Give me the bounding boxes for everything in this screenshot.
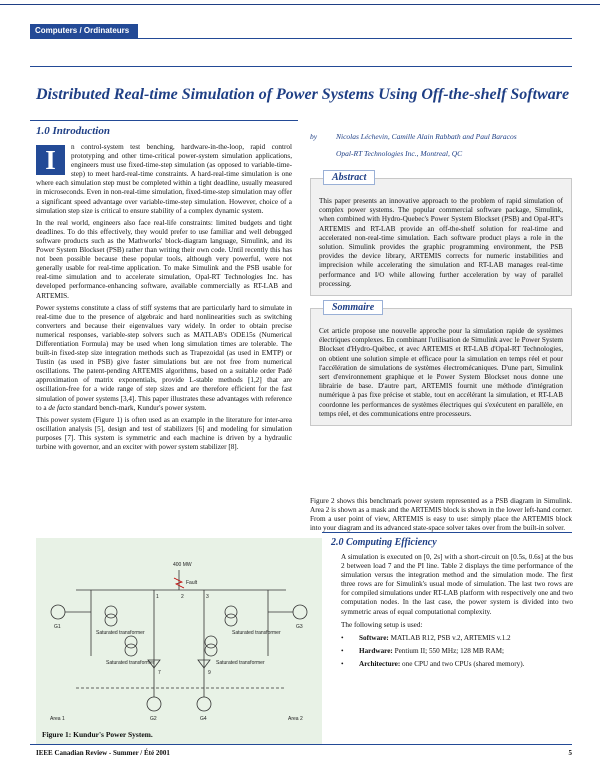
footer <box>36 749 572 757</box>
g2-label: G2 <box>150 716 157 722</box>
abstract-box <box>310 172 572 296</box>
article-title: Distributed Real-time Simulation of Power Systems Using Off-the-shelf Software <box>36 86 570 103</box>
setup-item-label: Architecture: <box>359 659 401 668</box>
load-9-label: 9 <box>208 670 211 676</box>
figure2-paragraph: Figure 2 shows this benchmark power system represented as a PSB diagram in Simulink. Area 2 is shown as a mask and the ARTEMIS block is shown in the lower left-hand corner. From a user point of view, ARTEMIS is easy to use: simply place the ARTEMIS block into your diagram and its advanced state-space solver takes over from the built-in solver. <box>310 497 572 533</box>
affiliation: Opal-RT Technologies Inc., Montreal, QC <box>336 149 463 158</box>
intro-heading: 1.0 Introduction <box>36 125 110 137</box>
generator-3 <box>293 605 307 619</box>
generator-4 <box>197 697 211 711</box>
sat-label-2: Saturated transformer <box>106 660 155 666</box>
byline <box>310 128 580 162</box>
abstract-text: This paper presents an innovative approach to the problem of rapid simulation of complex power systems. The popular commercial software package, Simulink, when combined with Hydro-Quebec's Power System Blockset (PSB) and Opal-RT's ARTEMIS and RT-LAB provide an off-the-shelf solution for real-time and accelerated non-real-time simulation. Each software product plays a role in the solution. Simulink provides the graphic programming environment, the PSB provides the device library, ARTEMIS corrects for numeric instabilities and imprecision while accelerating the simulation and RT-LAB manages real-time performance and I/O while allowing further acceleration by way of parallel processing. <box>319 197 563 288</box>
intro-body <box>36 143 292 455</box>
kundur-diagram <box>36 538 322 728</box>
intro-paragraph-2: In the real world, engineers also face real-life constraints: limited budgets and tight deadlines. To do this effectively, they would prefer to use familiar and well debugged software products such as the Mathworks' block-diagram language, Simulink, and its Power System Blockset (PSB) rather than writing their own code. Until recently this has not been possible because these popular tools, although very powerful, were not generally usable for real-time application. To make Simulink and the PSB usable for real-time simulation and to accelerate simulation, Opal-RT Technologies Inc. has developed performance-enhancing software, available commercially as RT-LAB and ARTEMIS. <box>36 218 292 300</box>
dropcap: I <box>36 145 65 175</box>
intro-paragraph-4: This power system (Figure 1) is often used as an example in the literature for inter-area oscillation analysis [5], design and test of stabilizers [6] and modeling for simulation purposes [7]. This system is symmetric and each machine is driven by a hydraulic turbine with governor, and an exciter with power system stabilizer [8]. <box>36 415 292 451</box>
computing-rule <box>322 532 572 533</box>
bus-3-label: 3 <box>206 594 209 600</box>
intro-paragraph-1 <box>36 143 292 216</box>
figure-1-caption: Figure 1: Kundur's Power System. <box>42 730 153 739</box>
header-rule <box>138 38 572 39</box>
section-tag <box>30 24 138 39</box>
computing-body <box>341 553 573 673</box>
title-rule-top <box>30 66 572 67</box>
computing-heading: 2.0 Computing Efficiency <box>331 537 437 548</box>
setup-item-label: Hardware: <box>359 646 393 655</box>
sommaire-box <box>310 302 572 426</box>
computing-paragraph-1: A simulation is executed on [0, 2s] with a short-circuit on [0.5s, 0.6s] at the bus 2 between load 7 and the PI line. Table 2 displays the time performance of the simulation versus the integration method and the simulation mode. The first three rows are for Simulink's usual mode of simulation. The last two rows are for compiled simulations under RT-LAB platform with respectively one and two computation nodes. In the last case, the power system is divided into two symmetric areas of equal computational complexity. <box>341 553 573 616</box>
intro-paragraph-3 <box>36 304 292 413</box>
byline-prefix: by <box>310 132 318 141</box>
area-2-label: Area 2 <box>288 716 303 722</box>
footer-rule <box>30 744 572 745</box>
setup-item <box>341 634 573 643</box>
intro-p3-text: Power systems constitute a class of stiff systems that are particularly hard to simulate in real-time due to the presence of algebraic and hard nonlinearities such as switching converters and because their eigenvalues vary widely. In order to obtain precise numerical responses, variable-step solvers such as MATLAB's ODE15s (Numerical Differentiation Formula) may be used when long simulation times are tolerable. The built-in fixed-step size integration methods such as Trapezoidal (as used in EMTP) or Tustin (as used in PSB) give faster simulations but are not free from numerical oscillations. The patent-pending ARTEMIS algorithms, based on a suitable order Padé approximation of matrix exponentials, provide L-stable methods [1,2] that are oscillation-free for a wide range of step sizes and are therefore efficient for the fast simulation of power systems [3,4]. This paper illustrates these advantages with reference to a <box>36 303 292 412</box>
computing-paragraph-2: The following setup is used: <box>341 620 423 629</box>
load-7-label: 7 <box>158 670 161 676</box>
power-label: 400 MW <box>173 562 192 568</box>
generator-1 <box>51 605 65 619</box>
setup-item-text: MATLAB R12, PSB v.2, ARTEMIS v.1.2 <box>390 633 511 642</box>
sommaire-heading: Sommaire <box>323 300 383 315</box>
abstract-heading: Abstract <box>323 170 375 185</box>
generator-2 <box>147 697 161 711</box>
setup-item-text: Pentium II; 550 MHz; 128 MB RAM; <box>394 646 505 655</box>
figure-1 <box>36 538 322 744</box>
setup-item <box>341 660 573 669</box>
g4-label: G4 <box>200 716 207 722</box>
sat-label-4: Saturated transformer <box>216 660 265 666</box>
intro-rule <box>30 120 298 121</box>
area-1-label: Area 1 <box>50 716 65 722</box>
intro-p3-end: standard bench-mark, Kundur's power system. <box>73 403 207 412</box>
page-number: 5 <box>568 749 572 757</box>
setup-list <box>341 634 573 669</box>
intro-p1-text: n control-system test benching, hardware-in-the-loop, rapid control prototyping and other time-critical power-system simulation applications, engineers must use fixed-time-step simulation (as opposed to variable-time-step) to meet hard-real-time constraints. A hard-real-time simulation is one where each simulation step must be completed within a tight deadline, usually measured in microseconds. Even in non-real-time simulation, fixed-time-step simulation may offer a significant speed advantage over variable-time-step simulation. However, choice of a simulation step size is critical to ensure stability of a complex dynamic system. <box>36 143 292 215</box>
setup-item <box>341 647 573 656</box>
setup-item-label: Software: <box>359 633 389 642</box>
section-tag-text: Computers / Ordinateurs <box>35 26 130 35</box>
authors-line <box>310 128 580 145</box>
intro-p3-em: de facto <box>48 403 72 412</box>
sat-label-1: Saturated transformer <box>96 630 145 636</box>
footer-journal: IEEE Canadian Review - Summer / Été 2001 <box>36 749 170 757</box>
sommaire-text: Cet article propose une nouvelle approche pour la simulation rapide de systèmes électriques complexes. En combinant l'utilisation de Simulink avec le Power System Blockset d'Hydro-Québec, et avec ARTEMIS et RT-LAB d'Opal-RT Technologies, on obtient une solution simple et efficace pour la simulation en temps réel et pour l'accélération de simulations de systèmes électromécaniques. D'une part, Simulink sert d'environnement graphique et le Power System Blockset nous donne une librairie de base. D'autre part, ARTEMIS fournit une méthode d'intégration numérique à pas fixe précise et stable, tout en accélérant la simulation, et RT-LAB coordonne les performances de systèmes électriques qui s'exécutent en parallèle, en temps réel, et des communications entre processeurs. <box>319 327 563 418</box>
bus-2-label: 2 <box>181 594 184 600</box>
g1-label: G1 <box>54 624 61 630</box>
setup-item-text: one CPU and two CPUs (shared memory). <box>402 659 525 668</box>
bus-1-label: 1 <box>156 594 159 600</box>
g3-label: G3 <box>296 624 303 630</box>
sat-label-3: Saturated transformer <box>232 630 281 636</box>
authors: Nicolas Léchevin, Camille Alain Rabbath and Paul Baracos <box>336 132 517 141</box>
top-border <box>0 4 600 5</box>
fault-label: Fault <box>186 580 198 586</box>
